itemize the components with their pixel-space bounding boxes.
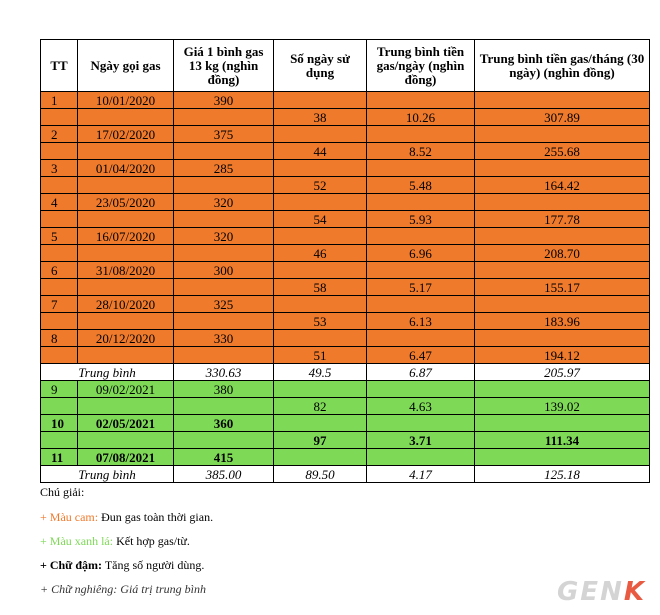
legend-title: Chú giải: [40,485,85,499]
cell-price: 325 [174,296,274,313]
table-row [41,211,650,228]
cell-per-day [367,126,475,143]
cell-price [174,211,274,228]
legend-orange [40,510,213,525]
cell-date: 02/05/2021 [78,415,174,432]
cell-date [78,177,174,194]
cell-tt [41,398,78,415]
cell-tt: 5 [41,228,78,245]
cell-per-month: 307.89 [475,109,650,126]
cell-per-day [367,415,475,432]
cell-date: 07/08/2021 [78,449,174,466]
cell-per-day: 8.52 [367,143,475,160]
cell-tt: 2 [41,126,78,143]
cell-tt [41,347,78,364]
header-price: Giá 1 bình gas 13 kg (nghìn đồng) [174,40,274,92]
cell-date: 28/10/2020 [78,296,174,313]
cell-days: 58 [274,279,367,296]
cell-price: 390 [174,92,274,109]
cell-date: 31/08/2020 [78,262,174,279]
average-row-2021 [41,466,650,483]
cell-price: 330 [174,330,274,347]
cell-price [174,398,274,415]
cell-price: 380 [174,381,274,398]
cell-per-day: 5.93 [367,211,475,228]
cell-tt [41,432,78,449]
cell-per-month: 164.42 [475,177,650,194]
cell-price [174,245,274,262]
table-row [41,449,650,466]
legend-bold-desc: Tăng số người dùng. [104,558,205,572]
cell-days [274,228,367,245]
cell-per-day: 10.26 [367,109,475,126]
cell-tt [41,313,78,330]
cell-days [274,381,367,398]
cell-price [174,432,274,449]
cell-date: 17/02/2020 [78,126,174,143]
avg-price: 385.00 [174,466,274,483]
header-date: Ngày gọi gas [78,40,174,92]
cell-date: 23/05/2020 [78,194,174,211]
table-row [41,415,650,432]
cell-days [274,126,367,143]
cell-date [78,432,174,449]
cell-date [78,279,174,296]
cell-tt: 10 [41,415,78,432]
cell-price [174,177,274,194]
legend-green-desc: Kết hợp gas/từ. [116,534,190,548]
cell-tt [41,211,78,228]
cell-per-day: 5.48 [367,177,475,194]
average-row-2020 [41,364,650,381]
cell-per-month [475,194,650,211]
cell-per-day: 5.17 [367,279,475,296]
table-row [41,279,650,296]
cell-per-month [475,330,650,347]
cell-days [274,194,367,211]
cell-tt: 8 [41,330,78,347]
table-row [41,296,650,313]
cell-per-month: 183.96 [475,313,650,330]
cell-per-day [367,228,475,245]
table-row [41,330,650,347]
avg-days: 49.5 [274,364,367,381]
cell-tt [41,177,78,194]
cell-per-month: 177.78 [475,211,650,228]
cell-days: 82 [274,398,367,415]
cell-days: 46 [274,245,367,262]
cell-price [174,347,274,364]
cell-tt: 1 [41,92,78,109]
cell-per-month [475,449,650,466]
cell-tt: 4 [41,194,78,211]
cell-date: 20/12/2020 [78,330,174,347]
avg-per-month: 125.18 [475,466,650,483]
legend-bold [40,558,204,573]
cell-date: 16/07/2020 [78,228,174,245]
cell-per-day: 6.47 [367,347,475,364]
header-per-month: Trung bình tiền gas/tháng (30 ngày) (nghìn đồng) [475,40,650,92]
cell-days: 38 [274,109,367,126]
legend-italic: + Chữ nghiêng: Giá trị trung bình [40,582,206,596]
watermark-accent: K [623,577,646,607]
cell-per-month: 255.68 [475,143,650,160]
cell-price: 320 [174,228,274,245]
cell-days: 54 [274,211,367,228]
table-row [41,262,650,279]
cell-per-month [475,296,650,313]
avg-per-day: 6.87 [367,364,475,381]
cell-per-month [475,160,650,177]
header-days: Số ngày sử dụng [274,40,367,92]
cell-date [78,109,174,126]
header-tt: TT [41,40,78,92]
cell-date [78,143,174,160]
cell-tt: 7 [41,296,78,313]
cell-price: 300 [174,262,274,279]
cell-days: 97 [274,432,367,449]
cell-days: 52 [274,177,367,194]
header-per-day: Trung bình tiền gas/ngày (nghìn đồng) [367,40,475,92]
legend-bold-key: + Chữ đậm: [40,558,103,572]
cell-date: 10/01/2020 [78,92,174,109]
table-row [41,381,650,398]
cell-per-day [367,160,475,177]
cell-per-month [475,228,650,245]
cell-per-month [475,381,650,398]
legend-green-key: + Màu xanh lá: [40,534,114,548]
table-row [41,194,650,211]
legend-orange-key: + Màu cam: [40,510,99,524]
legend-green [40,534,190,549]
cell-tt [41,109,78,126]
cell-per-month: 111.34 [475,432,650,449]
cell-days [274,330,367,347]
table-row [41,92,650,109]
cell-tt: 9 [41,381,78,398]
cell-per-day: 4.63 [367,398,475,415]
cell-date [78,398,174,415]
cell-per-day [367,381,475,398]
cell-per-month [475,262,650,279]
cell-per-month: 155.17 [475,279,650,296]
table-row [41,245,650,262]
cell-days [274,415,367,432]
cell-price [174,143,274,160]
cell-tt: 6 [41,262,78,279]
cell-date [78,211,174,228]
cell-days: 44 [274,143,367,160]
cell-date [78,313,174,330]
table-row [41,398,650,415]
avg-per-day: 4.17 [367,466,475,483]
cell-date [78,347,174,364]
cell-date: 01/04/2020 [78,160,174,177]
cell-price: 320 [174,194,274,211]
table-row [41,347,650,364]
cell-per-day: 6.13 [367,313,475,330]
cell-price [174,109,274,126]
cell-tt [41,143,78,160]
cell-tt: 3 [41,160,78,177]
cell-per-day [367,296,475,313]
cell-date: 09/02/2021 [78,381,174,398]
table-row [41,160,650,177]
cell-price: 415 [174,449,274,466]
avg-label: Trung bình [41,364,174,381]
cell-days: 51 [274,347,367,364]
cell-tt [41,245,78,262]
header-row [41,40,650,92]
table-row [41,143,650,160]
table-row [41,313,650,330]
avg-price: 330.63 [174,364,274,381]
cell-per-day [367,449,475,466]
cell-per-month: 194.12 [475,347,650,364]
cell-per-day [367,92,475,109]
table-row [41,109,650,126]
cell-days: 53 [274,313,367,330]
gas-cost-table [40,39,650,483]
cell-tt [41,279,78,296]
table-row [41,126,650,143]
cell-per-day [367,330,475,347]
cell-per-day [367,194,475,211]
table-row [41,177,650,194]
cell-per-month [475,126,650,143]
cell-per-day [367,262,475,279]
cell-per-day: 6.96 [367,245,475,262]
cell-price: 360 [174,415,274,432]
cell-days [274,296,367,313]
legend-orange-desc: Đun gas toàn thời gian. [101,510,214,524]
cell-per-month [475,415,650,432]
genk-watermark-logo [557,577,646,607]
avg-days: 89.50 [274,466,367,483]
cell-price [174,313,274,330]
cell-days [274,262,367,279]
avg-label: Trung bình [41,466,174,483]
avg-per-month: 205.97 [475,364,650,381]
cell-days [274,160,367,177]
cell-per-day: 3.71 [367,432,475,449]
watermark-text: GEN [556,577,624,607]
cell-price [174,279,274,296]
cell-days [274,449,367,466]
cell-days [274,92,367,109]
table-row [41,432,650,449]
table-row [41,228,650,245]
cell-per-month [475,92,650,109]
cell-tt: 11 [41,449,78,466]
cell-date [78,245,174,262]
cell-per-month: 208.70 [475,245,650,262]
cell-per-month: 139.02 [475,398,650,415]
cell-price: 375 [174,126,274,143]
cell-price: 285 [174,160,274,177]
